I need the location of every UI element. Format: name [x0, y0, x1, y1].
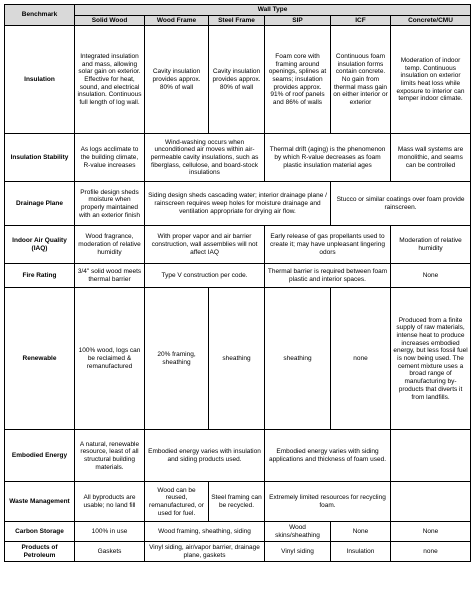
row-drainage-plane	[5, 182, 471, 226]
row-renewable	[5, 288, 471, 430]
cell: Mass wall systems are monolithic, and seams can be controlled	[391, 134, 471, 182]
cell: sheathing	[209, 288, 265, 430]
cell	[391, 430, 471, 482]
row-products-of-petroleum	[5, 542, 471, 562]
col-concrete: Concrete/CMU	[391, 15, 471, 26]
cell: Cavity insulation provides approx. 80% of wall	[209, 26, 265, 134]
cell: With proper vapor and air barrier construction, wall assemblies will not affect IAQ	[145, 226, 265, 264]
cell: As logs acclimate to the building climate, R-value increases	[75, 134, 145, 182]
benchmark-header: Benchmark	[5, 5, 75, 26]
col-sip: SIP	[265, 15, 331, 26]
row-label: Insulation Stability	[5, 134, 75, 182]
cell: Type V construction per code.	[145, 264, 265, 288]
cell: Wood fragrance, moderation of relative humidity	[75, 226, 145, 264]
row-label: Indoor Air Quality (IAQ)	[5, 226, 75, 264]
cell: Early release of gas propellants used to create it; may have unpleasant lingering odors	[265, 226, 391, 264]
cell: A natural, renewable resource, least of all structural building materials.	[75, 430, 145, 482]
cell: Gaskets	[75, 542, 145, 562]
cell: Wood framing, sheathing, siding	[145, 522, 265, 542]
cell: Thermal drift (aging) is the phenomenon by which R-value decreases as foam plastic insulation material ages	[265, 134, 391, 182]
comparison-table	[4, 4, 471, 562]
cell: none	[331, 288, 391, 430]
cell: Foam core with framing around openings, splines at seams; insulation provides approx. 91% of roof panels and 86% of walls	[265, 26, 331, 134]
cell: Stucco or similar coatings over foam provide rainscreen.	[331, 182, 471, 226]
cell: Continuous foam insulation forms contain concrete. No gain from thermal mass gain on either interior or exterior	[331, 26, 391, 134]
col-icf: ICF	[331, 15, 391, 26]
row-fire-rating	[5, 264, 471, 288]
cell: Embodied energy varies with insulation and siding products used.	[145, 430, 265, 482]
row-label: Drainage Plane	[5, 182, 75, 226]
cell: Wind-washing occurs when unconditioned air moves within air-permeable cavity insulations, such as fiberglass, cellulose, and board-stock insulations	[145, 134, 265, 182]
cell: Thermal barrier is required between foam plastic and interior spaces.	[265, 264, 391, 288]
cell: Wood can be reused, remanufactured, or used for fuel.	[145, 482, 209, 522]
row-insulation	[5, 26, 471, 134]
row-label: Products of Petroleum	[5, 542, 75, 562]
row-carbon-storage	[5, 522, 471, 542]
row-label: Waste Management	[5, 482, 75, 522]
row-embodied-energy	[5, 430, 471, 482]
row-label: Carbon Storage	[5, 522, 75, 542]
cell: Profile design sheds moisture when properly maintained with an exterior finish	[75, 182, 145, 226]
cell: Extremely limited resources for recycling foam.	[265, 482, 391, 522]
row-insulation-stability	[5, 134, 471, 182]
cell: Vinyl siding, air/vapor barrier, drainage plane, gaskets	[145, 542, 265, 562]
col-solid-wood: Solid Wood	[75, 15, 145, 26]
cell: Produced from a finite supply of raw materials, intense heat to produce increases embodied energy, but less fossil fuel is now being used. The cement mixture uses a broad range of manufacturing by-products that diverts it from landfills.	[391, 288, 471, 430]
cell: Wood skins/sheathing	[265, 522, 331, 542]
row-label: Renewable	[5, 288, 75, 430]
row-label: Embodied Energy	[5, 430, 75, 482]
cell: All byproducts are usable; no land fill	[75, 482, 145, 522]
cell: Cavity insulation provides approx. 80% of wall	[145, 26, 209, 134]
cell: sheathing	[265, 288, 331, 430]
cell: None	[391, 522, 471, 542]
col-steel-frame: Steel Frame	[209, 15, 265, 26]
row-label: Insulation	[5, 26, 75, 134]
cell: Siding design sheds cascading water; interior drainage plane / rainscreen requires weep holes for moisture drainage and ventilation appropriate for drying air flow.	[145, 182, 331, 226]
cell: 20% framing, sheathing	[145, 288, 209, 430]
cell: Insulation	[331, 542, 391, 562]
wall-type-header: Wall Type	[75, 5, 471, 16]
cell: None	[391, 264, 471, 288]
row-waste-management	[5, 482, 471, 522]
cell: Moderation of indoor temp. Continuous insulation on exterior limits heat loss while exposure to interior can temper indoor climate.	[391, 26, 471, 134]
cell: Steel framing can be recycled.	[209, 482, 265, 522]
row-indoor-air-quality	[5, 226, 471, 264]
cell: none	[391, 542, 471, 562]
cell: 3/4" solid wood meets thermal barrier	[75, 264, 145, 288]
cell: 100% wood, logs can be reclaimed & remanufactured	[75, 288, 145, 430]
header-row-1	[5, 5, 471, 16]
wall-type-comparison	[4, 4, 470, 562]
cell: Moderation of relative humidity	[391, 226, 471, 264]
col-wood-frame: Wood Frame	[145, 15, 209, 26]
cell: None	[331, 522, 391, 542]
cell: Vinyl siding	[265, 542, 331, 562]
cell: Integrated insulation and mass, allowing solar gain on exterior. Effective for heat, sound, and electrical insulation. Continuous full length of log wall.	[75, 26, 145, 134]
cell	[391, 482, 471, 522]
header-row-2	[5, 15, 471, 26]
cell: 100% in use	[75, 522, 145, 542]
cell: Embodied energy varies with siding applications and thickness of foam used.	[265, 430, 391, 482]
row-label: Fire Rating	[5, 264, 75, 288]
